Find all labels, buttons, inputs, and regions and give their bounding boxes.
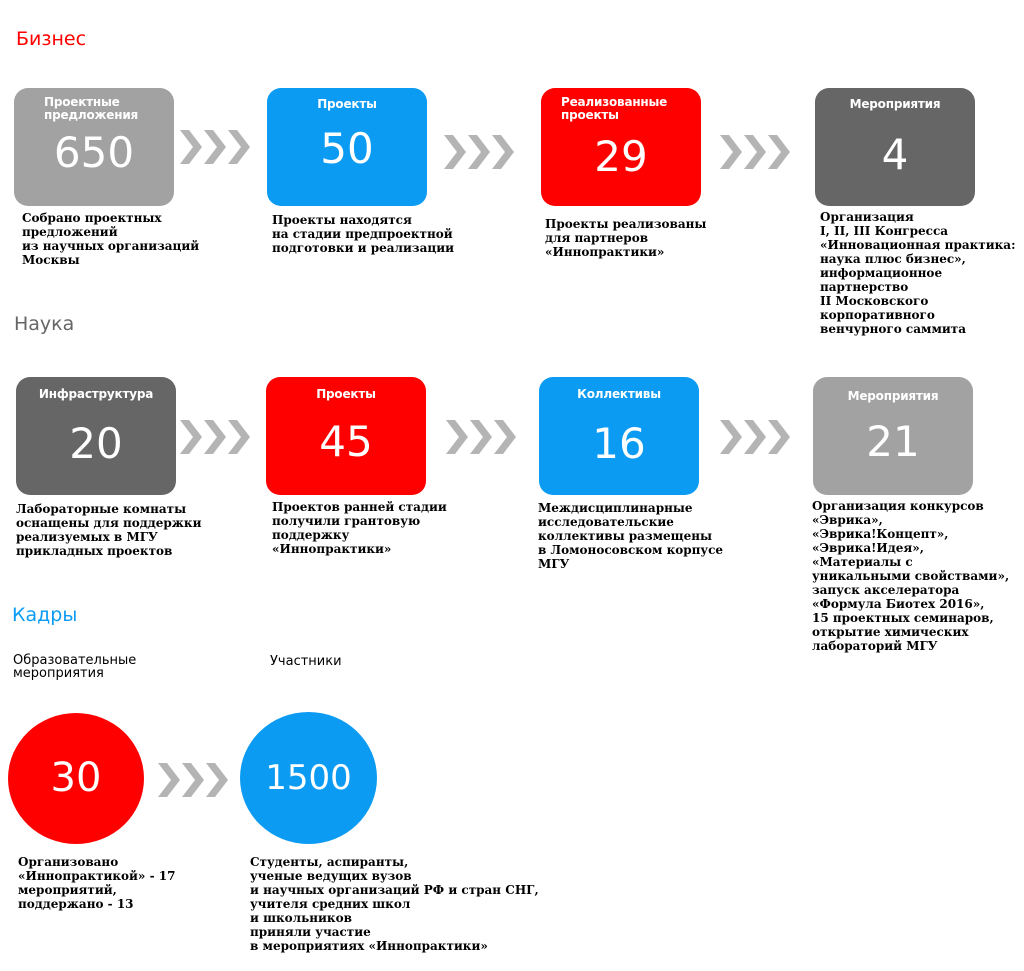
card-science-teams [539,377,699,495]
card-description: Организация конкурсов «Эврика», «Эврика!Концепт», «Эврика!Идея», «Материалы с уникальными свойствами», запуск акселератора «Формула Биотех 2016», 15 проектных семинаров, открытие химических лабораторий МГУ [812,499,1010,653]
section-title-business: Бизнес [16,28,87,50]
card-description: Лабораторные комнаты оснащены для поддержки реализуемых в МГУ прикладных проектов [16,502,202,558]
item-label: Образовательные мероприятия [13,653,137,681]
card-label: Мероприятия [849,97,941,111]
section-title-science: Наука [14,313,75,335]
card-value: 4 [881,130,909,179]
card-description: Проекты реализованы для партнеров «Иннопрактики» [545,217,707,259]
flow-arrows-icon [720,135,796,169]
flow-arrows-icon [446,420,522,454]
flow-arrows-icon [158,763,234,797]
flow-arrows-icon [180,420,256,454]
circle-value: 1500 [265,758,352,798]
card-science-events [813,377,973,495]
card-value: 20 [69,419,123,468]
card-label: Проектные предложения [44,95,139,122]
card-business-events [815,88,975,206]
card-value: 650 [53,128,135,177]
card-science-infrastructure [16,377,176,495]
card-value: 16 [592,419,646,468]
card-value: 21 [866,417,920,466]
flow-arrows-icon [720,420,796,454]
circle-participants [240,712,377,844]
card-description: Междисциплинарные исследовательские коллективы размещены в Ломоносовском корпусе МГУ [538,501,724,571]
card-business-proposals [14,88,174,206]
card-label: Мероприятия [847,389,939,403]
item-description: Студенты, аспиранты, ученые ведущих вузов и научных организаций РФ и стран СНГ, учителя средних школ и школьников приняли участие в мероприятиях «Иннопрактики» [250,855,539,953]
flow-arrows-icon [180,130,256,164]
card-description: Проекты находятся на стадии предпроектной подготовки и реализации [272,213,455,255]
flow-arrows-icon [444,135,520,169]
card-label: Коллективы [577,387,661,401]
card-label: Инфраструктура [38,387,154,401]
circle-events [8,713,144,844]
card-description: Проектов ранней стадии получили грантовую поддержку «Иннопрактики» [272,500,447,556]
card-business-implemented [541,88,701,206]
card-label: Проекты [316,387,376,401]
circle-value: 30 [50,755,102,801]
item-label: Участники [270,654,342,669]
card-label: Реализованные проекты [561,95,668,122]
card-value: 29 [594,132,648,181]
card-science-projects [266,377,426,495]
card-value: 50 [320,124,374,173]
card-business-projects [267,88,427,206]
card-description: Организация I, II, III Конгресса «Инновационная практика: наука плюс бизнес», информационное партнерство II Московского корпоративного венчурного саммита [820,210,1016,336]
card-description: Собрано проектных предложений из научных организаций Москвы [22,211,200,267]
card-label: Проекты [317,97,377,111]
card-value: 45 [319,417,373,466]
section-title-personnel: Кадры [12,604,78,626]
item-description: Организовано «Иннопрактикой» - 17 мероприятий, поддержано - 13 [18,855,176,911]
